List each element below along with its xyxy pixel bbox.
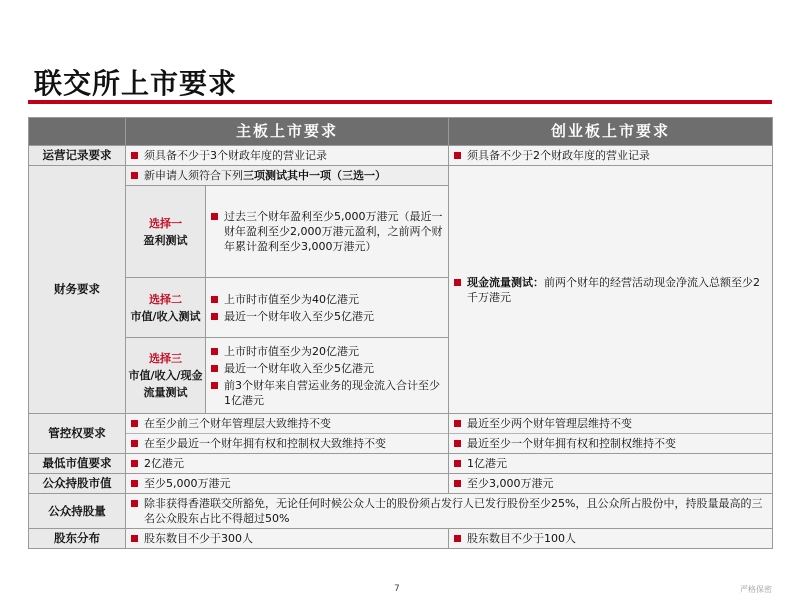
public-float-value-gem: 至少3,000万港元 bbox=[449, 474, 773, 494]
bullet-icon bbox=[454, 279, 461, 286]
financial-intro: 新申请人须符合下列三项测试其中一项（三选一） bbox=[126, 166, 449, 186]
shareholders-label: 股东分布 bbox=[29, 529, 126, 549]
option-2-criteria: 上市时市值至少为40亿港元 最近一个财年收入至少5亿港元 bbox=[206, 278, 449, 338]
header-corner bbox=[29, 118, 126, 146]
bullet-icon bbox=[131, 152, 138, 159]
bullet-icon bbox=[131, 440, 138, 447]
min-market-cap-row bbox=[29, 454, 773, 474]
shareholders-main: 股东数目不少于300人 bbox=[126, 529, 449, 549]
bullet-icon bbox=[211, 382, 218, 389]
shareholders-gem: 股东数目不少于100人 bbox=[449, 529, 773, 549]
shareholders-row bbox=[29, 529, 773, 549]
option-3-label: 选择三 市值/收入/现金流量测试 bbox=[126, 338, 206, 414]
bullet-icon bbox=[131, 535, 138, 542]
bullet-icon bbox=[454, 440, 461, 447]
min-market-cap-main: 2亿港元 bbox=[126, 454, 449, 474]
bullet-icon bbox=[131, 460, 138, 467]
bullet-icon bbox=[211, 348, 218, 355]
bullet-icon bbox=[131, 480, 138, 487]
bullet-icon bbox=[131, 500, 138, 507]
management-label: 管控权要求 bbox=[29, 414, 126, 454]
main-board-header: 主板上市要求 bbox=[126, 118, 449, 146]
management-gem: 最近至少两个财年管理层维持不变 最近至少一个财年拥有权和控制权维持不变 bbox=[449, 414, 773, 454]
gem-header: 创业板上市要求 bbox=[449, 118, 773, 146]
financial-label: 财务要求 bbox=[29, 166, 126, 414]
cell-divider bbox=[449, 433, 772, 434]
public-float-value-main: 至少5,000万港元 bbox=[126, 474, 449, 494]
bullet-icon bbox=[131, 172, 138, 179]
public-float-value-label: 公众持股市值 bbox=[29, 474, 126, 494]
option-2-label: 选择二 市值/收入测试 bbox=[126, 278, 206, 338]
bullet-icon bbox=[211, 296, 218, 303]
public-float-text: 除非获得香港联交所豁免，无论任何时候公众人士的股份须占发行人已发行股份至少25%，且公众所占股份中，持股量最高的三名公众股东占比不得超过50% bbox=[126, 494, 773, 529]
page-number: 7 bbox=[394, 584, 400, 594]
bullet-icon bbox=[454, 535, 461, 542]
bullet-icon bbox=[211, 365, 218, 372]
bullet-icon bbox=[211, 213, 218, 220]
option-3-criteria: 上市时市值至少为20亿港元 最近一个财年收入至少5亿港元 前3个财年来自营运业务的现金流入合计至少1亿港元 bbox=[206, 338, 449, 414]
min-market-cap-gem: 1亿港元 bbox=[449, 454, 773, 474]
management-main: 在至少前三个财年管理层大致维持不变 在至少最近一个财年拥有权和控制权大致维持不变 bbox=[126, 414, 449, 454]
page-title: 联交所上市要求 bbox=[34, 67, 238, 100]
financial-intro-row bbox=[29, 166, 773, 186]
track-record-main: 须具备不少于3个财政年度的营业记录 bbox=[126, 146, 449, 166]
min-market-cap-label: 最低市值要求 bbox=[29, 454, 126, 474]
bullet-icon bbox=[454, 460, 461, 467]
track-record-row bbox=[29, 146, 773, 166]
public-float-value-row bbox=[29, 474, 773, 494]
bullet-icon bbox=[454, 480, 461, 487]
option-1-criteria: 过去三个财年盈利至少5,000万港元（最近一财年盈利至少2,000万港元盈利，之前两个财年累计盈利至少3,000万港元） bbox=[206, 186, 449, 278]
track-record-label: 运营记录要求 bbox=[29, 146, 126, 166]
bullet-icon bbox=[211, 313, 218, 320]
confidential-mark: 严格保密 bbox=[740, 585, 772, 594]
track-record-gem: 须具备不少于2个财政年度的营业记录 bbox=[449, 146, 773, 166]
public-float-row bbox=[29, 494, 773, 529]
cell-divider bbox=[126, 433, 448, 434]
bullet-icon bbox=[131, 420, 138, 427]
option-1-label: 选择一 盈利测试 bbox=[126, 186, 206, 278]
bullet-icon bbox=[454, 420, 461, 427]
header-row bbox=[29, 118, 773, 146]
listing-requirements-table bbox=[28, 117, 773, 549]
public-float-label: 公众持股量 bbox=[29, 494, 126, 529]
title-divider bbox=[28, 100, 772, 104]
bullet-icon bbox=[454, 152, 461, 159]
management-row bbox=[29, 414, 773, 454]
financial-gem: 现金流量测试：前两个财年的经营活动现金净流入总额至少2千万港元 bbox=[449, 166, 773, 414]
